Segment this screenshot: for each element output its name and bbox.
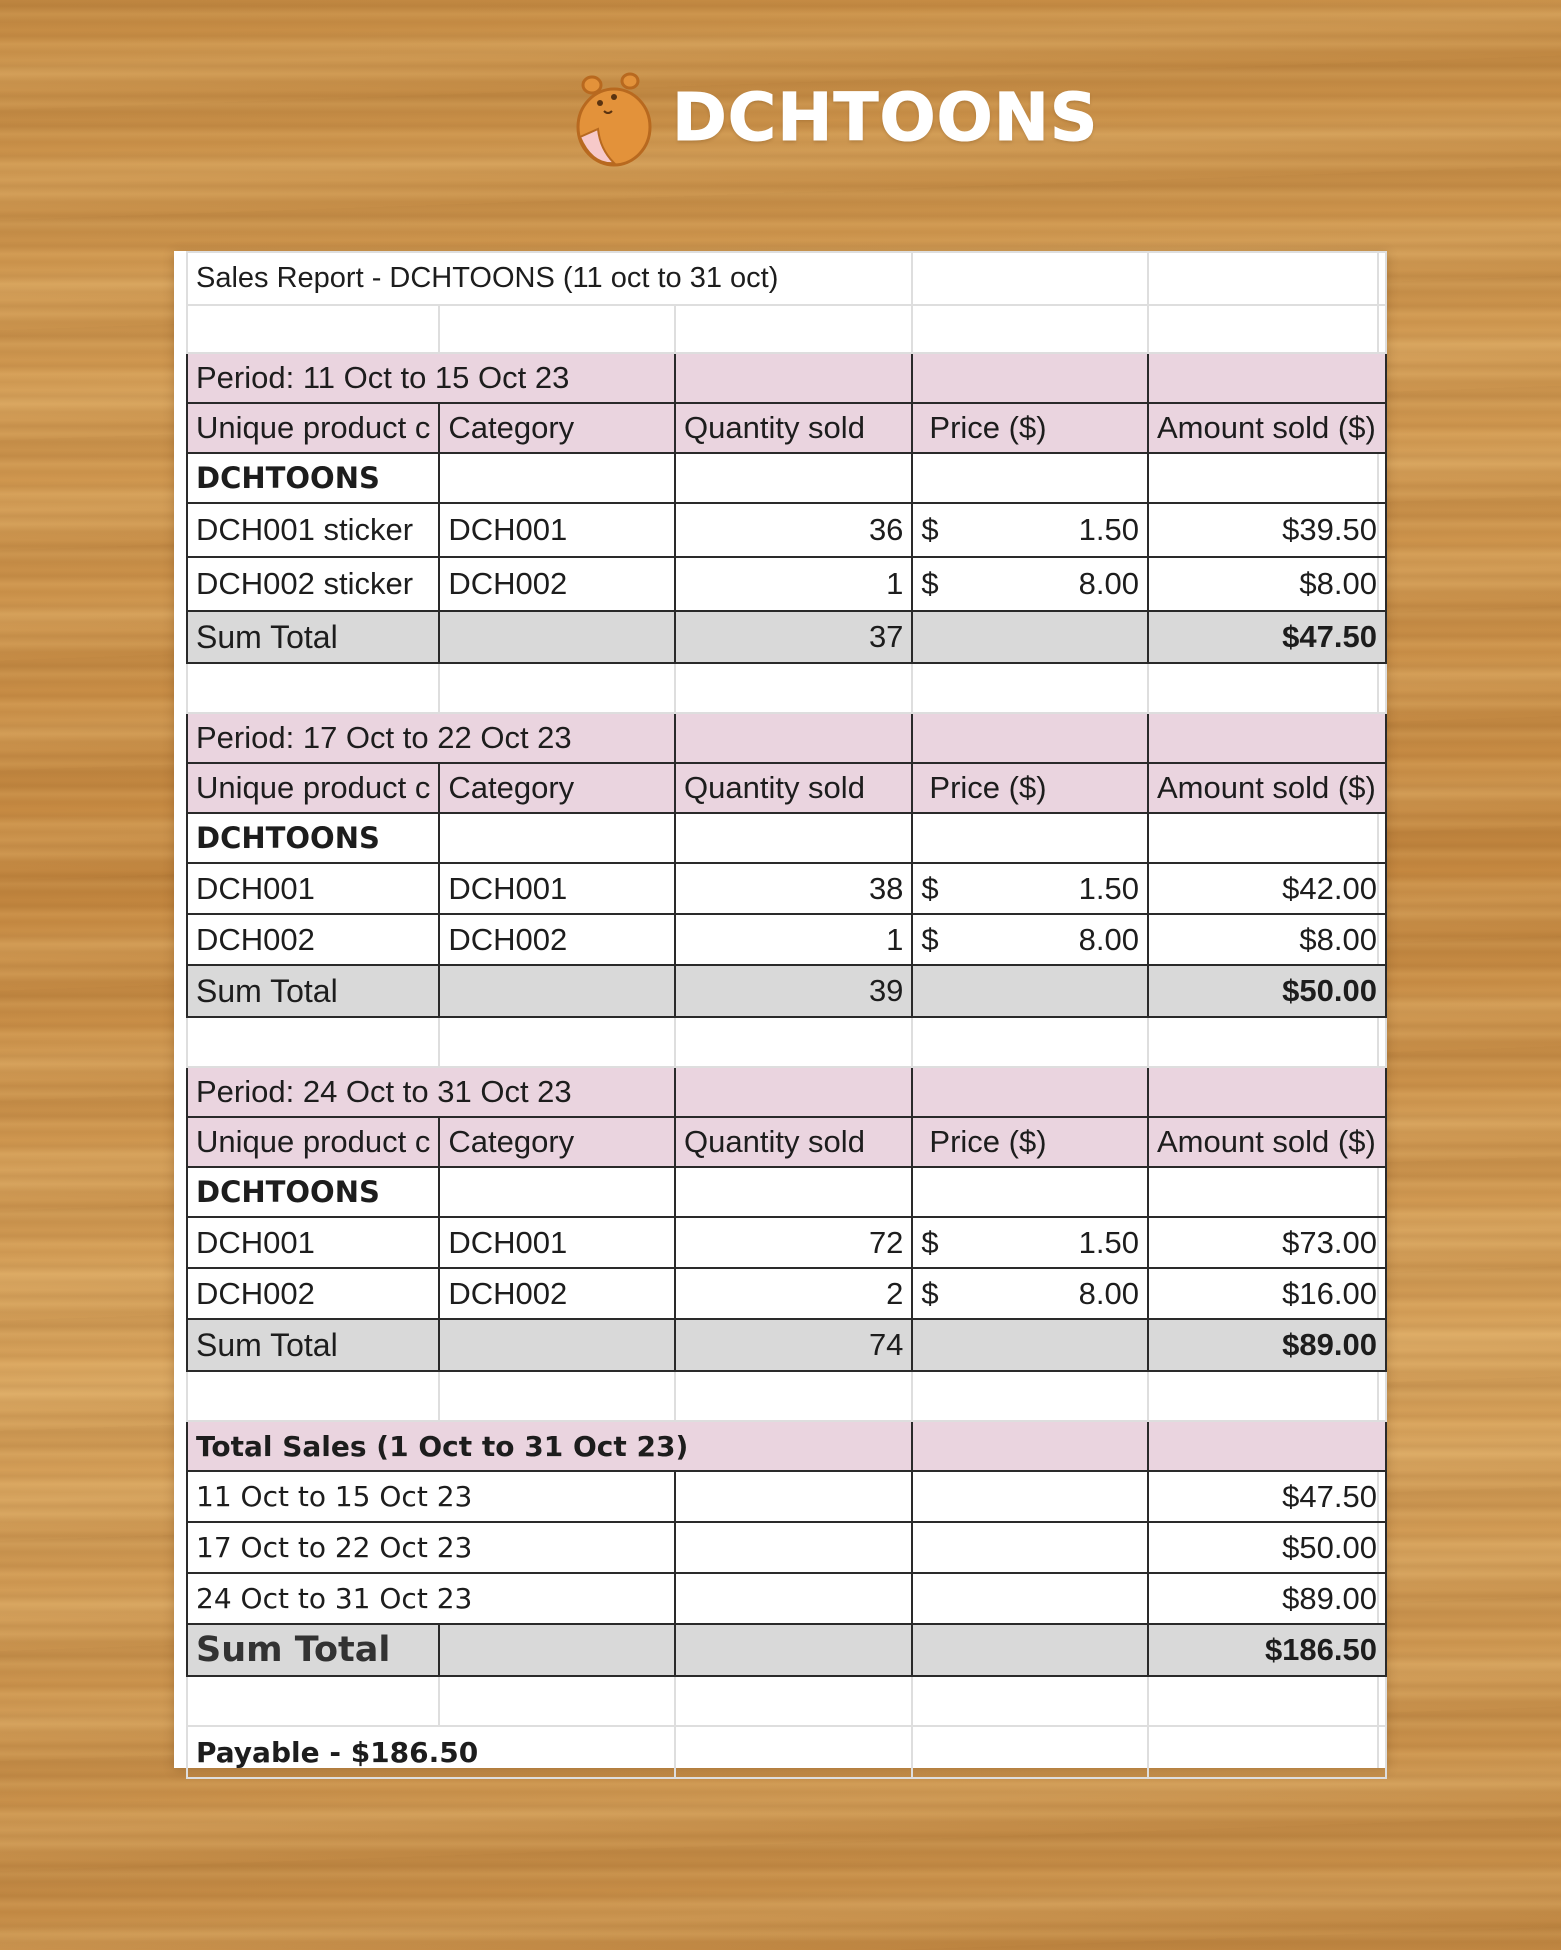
product-cell: DCH002 sticker bbox=[187, 557, 439, 611]
price-value: 1.50 bbox=[1078, 512, 1139, 547]
header-product: Unique product c bbox=[187, 403, 439, 453]
product-cell: DCH001 sticker bbox=[187, 503, 439, 557]
payable-row bbox=[187, 1726, 1386, 1778]
column-header-row bbox=[187, 1117, 1386, 1167]
period-label: Period: 11 Oct to 15 Oct 23 bbox=[187, 353, 675, 403]
category-cell: DCH002 bbox=[439, 1268, 675, 1319]
table-row bbox=[187, 914, 1386, 965]
sum-total-label: Sum Total bbox=[187, 1319, 439, 1371]
product-cell: DCH002 bbox=[187, 1268, 439, 1319]
sales-report-table bbox=[186, 251, 1387, 1779]
price-cell bbox=[912, 557, 1148, 611]
currency-symbol: $ bbox=[921, 1224, 939, 1260]
price-value: 8.00 bbox=[1078, 566, 1139, 601]
amount-cell: $42.00 bbox=[1148, 863, 1386, 914]
price-cell bbox=[912, 1268, 1148, 1319]
category-cell: DCH002 bbox=[439, 557, 675, 611]
price-cell bbox=[912, 914, 1148, 965]
header-amount: Amount sold ($) bbox=[1148, 1117, 1386, 1167]
product-cell: DCH002 bbox=[187, 914, 439, 965]
header-quantity: Quantity sold bbox=[675, 1117, 912, 1167]
spacer-row bbox=[187, 1017, 1386, 1067]
header-price: Price ($) bbox=[912, 403, 1148, 453]
spacer-row bbox=[187, 305, 1386, 353]
product-cell: DCH001 bbox=[187, 1217, 439, 1268]
table-row bbox=[187, 503, 1386, 557]
spacer-row bbox=[187, 1676, 1386, 1726]
total-sales-amount: $50.00 bbox=[1148, 1522, 1386, 1573]
total-sales-amount: $89.00 bbox=[1148, 1573, 1386, 1624]
sum-total-label: Sum Total bbox=[187, 965, 439, 1017]
brand-row bbox=[187, 813, 1386, 863]
total-sales-row bbox=[187, 1471, 1386, 1522]
title-row bbox=[187, 252, 1386, 305]
spacer-row bbox=[187, 1371, 1386, 1421]
sum-amount: $89.00 bbox=[1148, 1319, 1386, 1371]
sum-quantity: 74 bbox=[675, 1319, 912, 1371]
table-row bbox=[187, 863, 1386, 914]
sum-amount: $50.00 bbox=[1148, 965, 1386, 1017]
amount-cell: $39.50 bbox=[1148, 503, 1386, 557]
grand-total-row bbox=[187, 1624, 1386, 1676]
total-sales-period: 17 Oct to 22 Oct 23 bbox=[187, 1522, 675, 1573]
category-cell: DCH002 bbox=[439, 914, 675, 965]
price-value: 8.00 bbox=[1078, 1275, 1139, 1311]
header-category: Category bbox=[439, 403, 675, 453]
price-cell bbox=[912, 503, 1148, 557]
currency-symbol: $ bbox=[921, 870, 939, 906]
sum-quantity: 39 bbox=[675, 965, 912, 1017]
total-sales-amount: $47.50 bbox=[1148, 1471, 1386, 1522]
period-header-row bbox=[187, 1067, 1386, 1117]
quantity-cell: 72 bbox=[675, 1217, 912, 1268]
sum-quantity: 37 bbox=[675, 611, 912, 663]
payable-label: Payable - $186.50 bbox=[187, 1726, 675, 1778]
product-cell: DCH001 bbox=[187, 863, 439, 914]
sales-report-sheet bbox=[174, 251, 1387, 1768]
currency-symbol: $ bbox=[921, 566, 939, 601]
brand-label: DCHTOONS bbox=[187, 1167, 439, 1217]
period-header-row bbox=[187, 713, 1386, 763]
sum-total-row bbox=[187, 965, 1386, 1017]
header-quantity: Quantity sold bbox=[675, 403, 912, 453]
grand-total-amount: $186.50 bbox=[1148, 1624, 1386, 1676]
total-sales-header-row bbox=[187, 1421, 1386, 1471]
sum-total-row bbox=[187, 611, 1386, 663]
price-cell bbox=[912, 863, 1148, 914]
period-header-row bbox=[187, 353, 1386, 403]
quantity-cell: 36 bbox=[675, 503, 912, 557]
column-header-row bbox=[187, 403, 1386, 453]
spacer-row bbox=[187, 663, 1386, 713]
total-sales-row bbox=[187, 1522, 1386, 1573]
period-label: Period: 17 Oct to 22 Oct 23 bbox=[187, 713, 675, 763]
sum-total-row bbox=[187, 1319, 1386, 1371]
brand-row bbox=[187, 1167, 1386, 1217]
price-value: 8.00 bbox=[1078, 921, 1139, 957]
price-value: 1.50 bbox=[1078, 1224, 1139, 1260]
column-header-row bbox=[187, 763, 1386, 813]
header-category: Category bbox=[439, 1117, 675, 1167]
category-cell: DCH001 bbox=[439, 1217, 675, 1268]
brand-logo bbox=[570, 62, 1098, 172]
total-sales-period: 24 Oct to 31 Oct 23 bbox=[187, 1573, 675, 1624]
currency-symbol: $ bbox=[921, 921, 939, 957]
sum-total-label: Sum Total bbox=[187, 611, 439, 663]
category-cell: DCH001 bbox=[439, 863, 675, 914]
quantity-cell: 1 bbox=[675, 557, 912, 611]
quantity-cell: 2 bbox=[675, 1268, 912, 1319]
header-product: Unique product c bbox=[187, 1117, 439, 1167]
hamster-mascot-icon bbox=[570, 67, 658, 167]
period-label: Period: 24 Oct to 31 Oct 23 bbox=[187, 1067, 675, 1117]
currency-symbol: $ bbox=[921, 1275, 939, 1311]
total-sales-label: Total Sales (1 Oct to 31 Oct 23) bbox=[187, 1421, 912, 1471]
sum-amount: $47.50 bbox=[1148, 611, 1386, 663]
total-sales-period: 11 Oct to 15 Oct 23 bbox=[187, 1471, 675, 1522]
header-product: Unique product c bbox=[187, 763, 439, 813]
brand-name: DCHTOONS bbox=[672, 78, 1099, 156]
table-row bbox=[187, 557, 1386, 611]
header-amount: Amount sold ($) bbox=[1148, 403, 1386, 453]
total-sales-row bbox=[187, 1573, 1386, 1624]
amount-cell: $8.00 bbox=[1148, 557, 1386, 611]
amount-cell: $73.00 bbox=[1148, 1217, 1386, 1268]
quantity-cell: 1 bbox=[675, 914, 912, 965]
price-cell bbox=[912, 1217, 1148, 1268]
quantity-cell: 38 bbox=[675, 863, 912, 914]
table-row bbox=[187, 1217, 1386, 1268]
report-title: Sales Report - DCHTOONS (11 oct to 31 oct) bbox=[187, 252, 912, 305]
table-row bbox=[187, 1268, 1386, 1319]
currency-symbol: $ bbox=[921, 512, 939, 547]
brand-label: DCHTOONS bbox=[187, 813, 439, 863]
header-price: Price ($) bbox=[912, 1117, 1148, 1167]
header-price: Price ($) bbox=[912, 763, 1148, 813]
brand-row bbox=[187, 453, 1386, 503]
header-category: Category bbox=[439, 763, 675, 813]
category-cell: DCH001 bbox=[439, 503, 675, 557]
price-value: 1.50 bbox=[1078, 870, 1139, 906]
grand-total-label: Sum Total bbox=[187, 1624, 439, 1676]
amount-cell: $8.00 bbox=[1148, 914, 1386, 965]
brand-label: DCHTOONS bbox=[187, 453, 439, 503]
header-amount: Amount sold ($) bbox=[1148, 763, 1386, 813]
amount-cell: $16.00 bbox=[1148, 1268, 1386, 1319]
header-quantity: Quantity sold bbox=[675, 763, 912, 813]
